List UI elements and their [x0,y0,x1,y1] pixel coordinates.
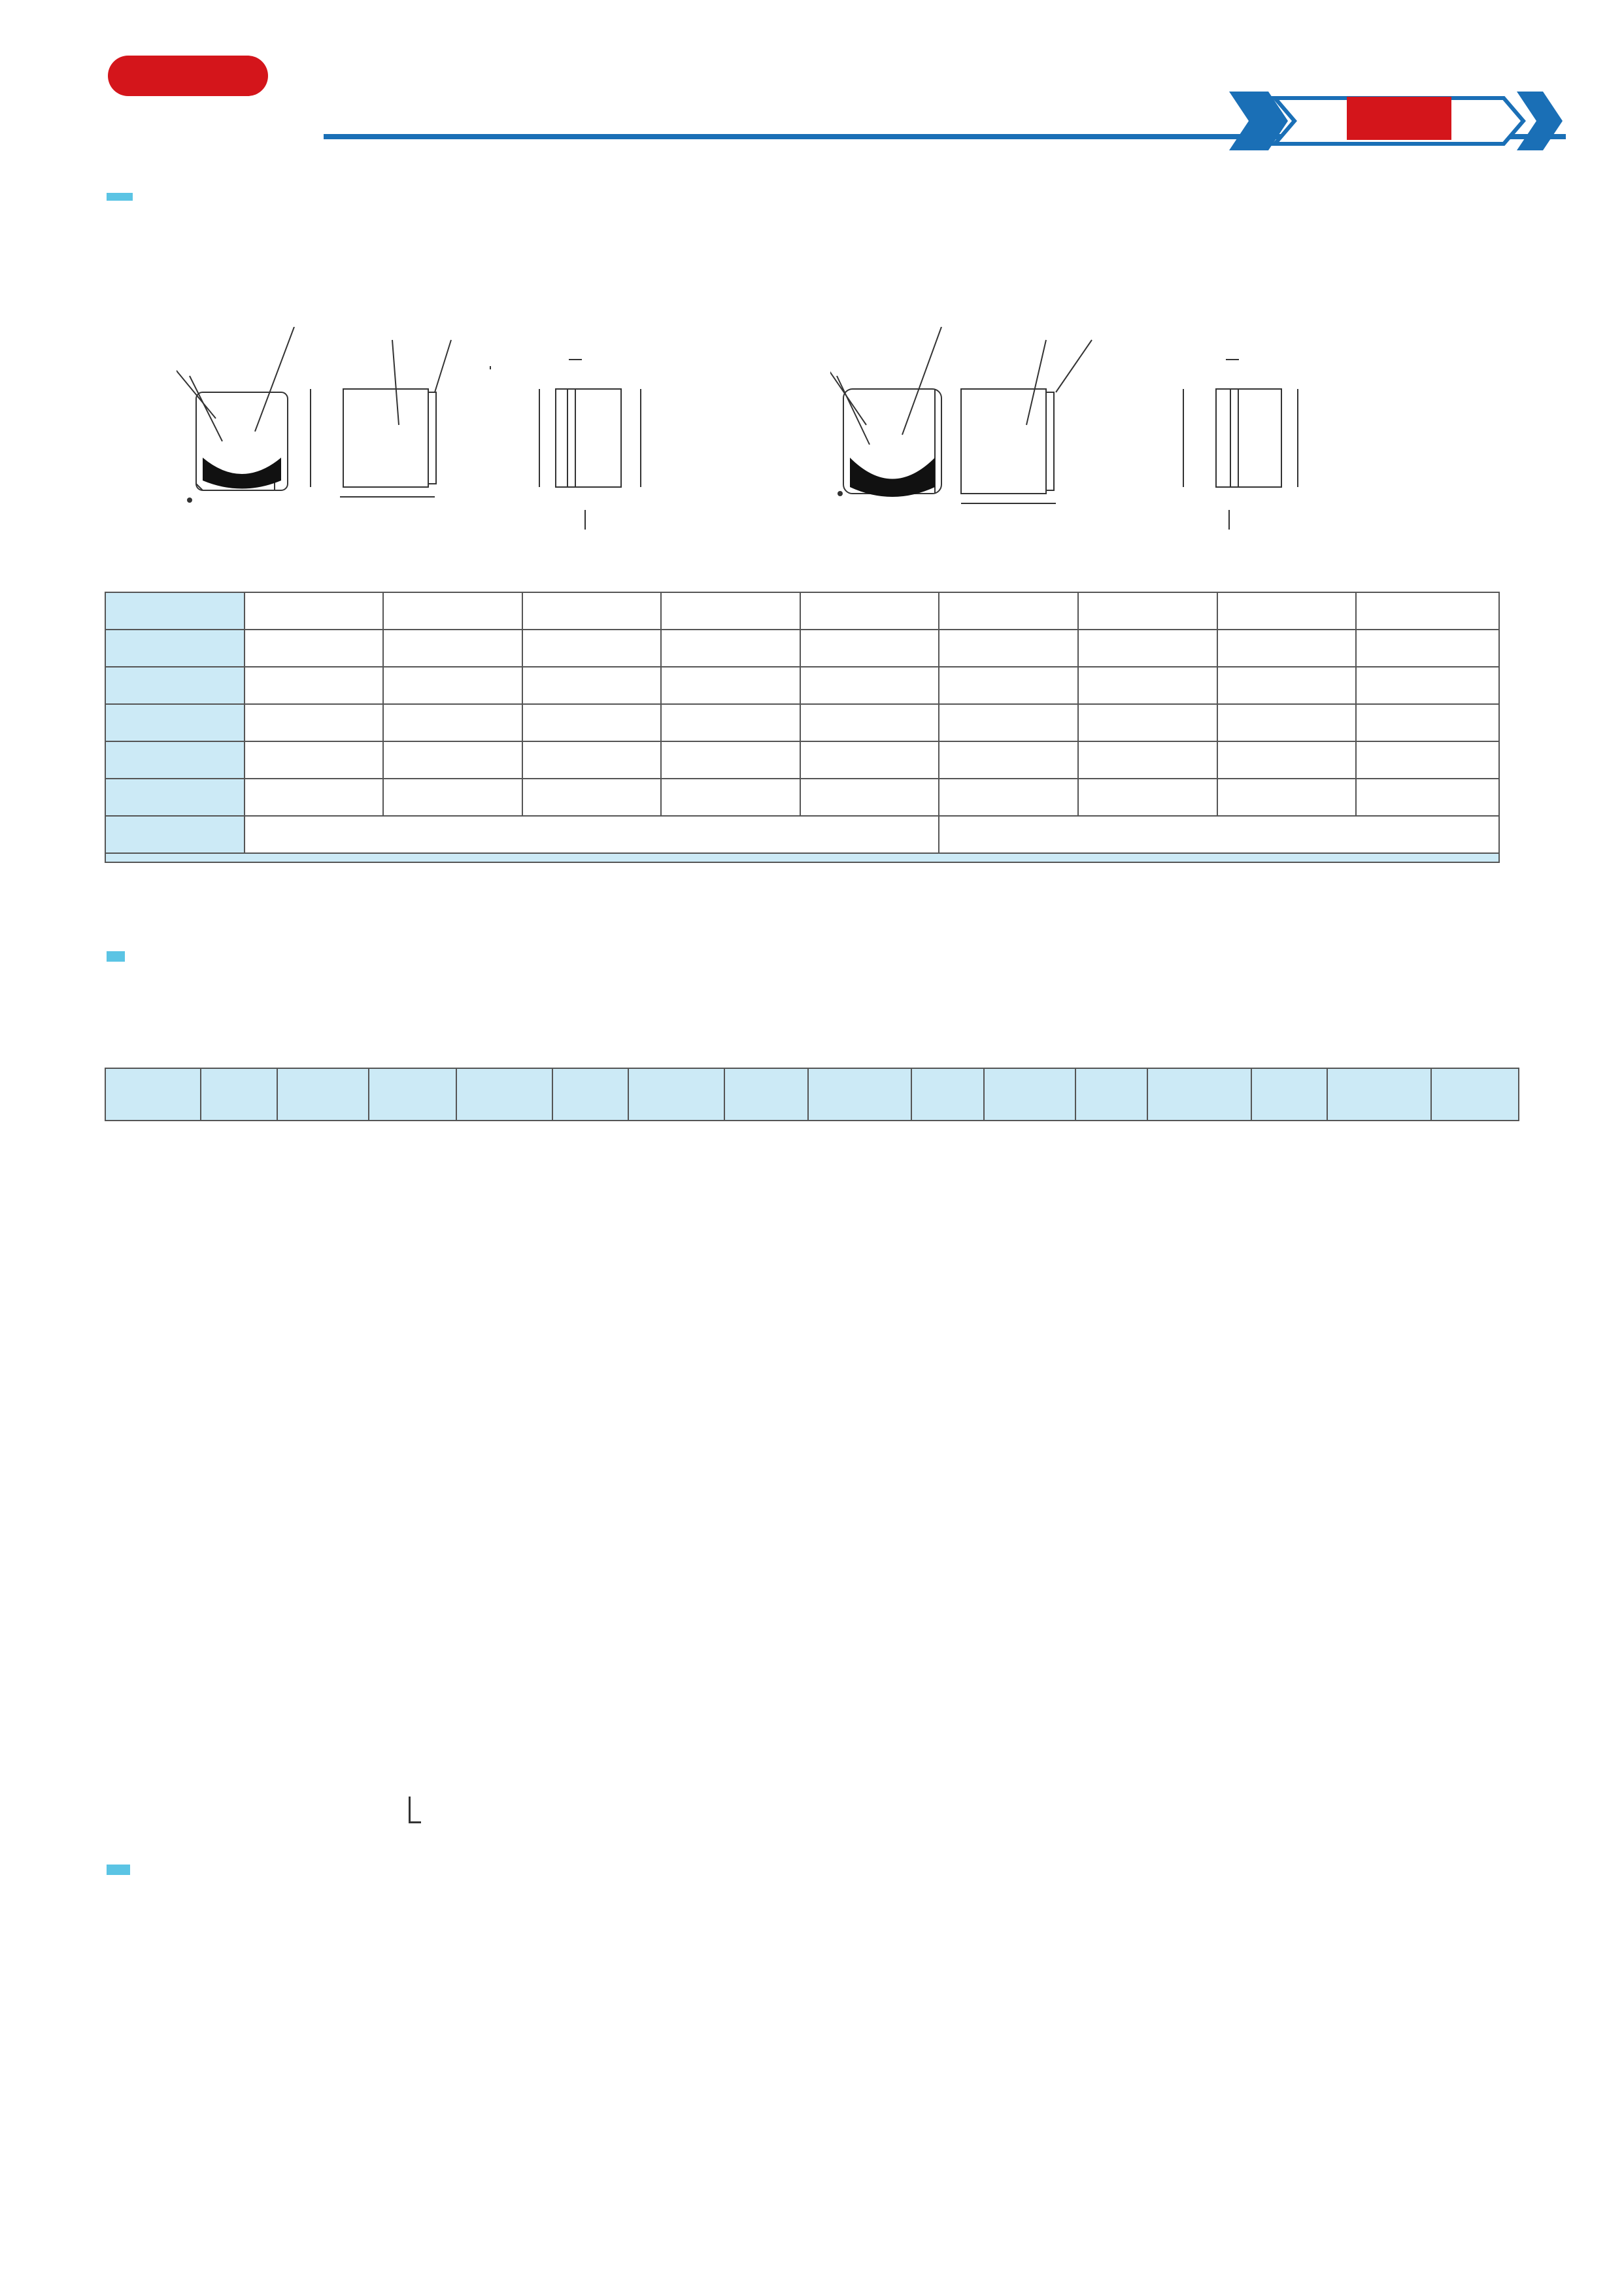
case-size-col [245,592,384,630]
case-cell [522,704,662,741]
case-cell [939,667,1078,704]
case-cell [1078,630,1217,667]
case-cell [661,630,800,667]
footnote-bracket [409,1797,421,1823]
case-cell [1078,779,1217,816]
case-cell [661,779,800,816]
case-size-col [522,592,662,630]
case-cell [522,779,662,816]
case-cell [800,779,939,816]
case-row [105,779,1499,816]
case-cell [245,630,384,667]
cap-section-title [107,951,125,962]
case-cell [661,704,800,741]
case-size-col [383,592,522,630]
case-cell [1217,630,1357,667]
case-cell [245,779,384,816]
case-cell [1217,667,1357,704]
case-cell [661,667,800,704]
case-note [105,853,1499,862]
case-cell [939,630,1078,667]
case-cell [800,630,939,667]
cap-header-wv [456,1068,552,1121]
case-cell [522,630,662,667]
case-cell [383,779,522,816]
case-cell [522,741,662,779]
capacitance-table [105,1068,1519,1121]
case-row [105,741,1499,779]
case-cell [383,704,522,741]
case-header-corner [105,592,245,630]
case-h-small [245,816,939,853]
cap-header-cap [552,1068,628,1121]
logo-text [108,56,268,96]
cap-header-cap [201,1068,277,1121]
cap-header-wv [1147,1068,1251,1121]
case-size-col [1356,592,1499,630]
case-cell [1356,741,1499,779]
case-size-col [1078,592,1217,630]
company-logo [108,56,271,101]
case-size-table [105,592,1500,863]
case-size-col [800,592,939,630]
cap-header-ripple [369,1068,456,1121]
case-diagram-large [830,327,1327,543]
series-badge [1347,97,1451,140]
cap-header-size [984,1068,1075,1121]
case-size-col [661,592,800,630]
cap-header-wv [105,1068,201,1121]
case-diagram-small [177,327,673,543]
case-row-label [105,741,245,779]
case-h-large [939,816,1499,853]
cap-header-size [1327,1068,1430,1121]
case-cell [383,630,522,667]
case-size-col [1217,592,1357,630]
case-header-row [105,592,1499,630]
case-cell [939,741,1078,779]
cap-header-ripple [1431,1068,1519,1121]
case-cell [1078,667,1217,704]
case-row [105,630,1499,667]
case-cell [1078,704,1217,741]
case-row [105,667,1499,704]
case-row-label [105,779,245,816]
case-cell [661,741,800,779]
case-row-label [105,704,245,741]
case-cell [1217,741,1357,779]
case-row-label [105,816,245,853]
case-cell [1356,630,1499,667]
case-cell [245,704,384,741]
case-cell [800,741,939,779]
case-cell [522,667,662,704]
case-cell [939,779,1078,816]
case-cell [1356,779,1499,816]
cap-header-cap [911,1068,983,1121]
cap-header-wv [808,1068,911,1121]
cap-header-size [628,1068,724,1121]
cap-header-size [277,1068,369,1121]
cap-header-cap [1251,1068,1327,1121]
case-cell [245,741,384,779]
case-cell [800,667,939,704]
case-cell [245,667,384,704]
case-section-title [107,193,133,201]
case-size-col [939,592,1078,630]
freq-section-title [107,1865,130,1875]
case-row-h [105,816,1499,853]
case-cell [1078,741,1217,779]
case-row-label [105,667,245,704]
case-cell [800,704,939,741]
cap-header-ripple [1075,1068,1147,1121]
case-row-label [105,630,245,667]
cap-header-ripple [724,1068,808,1121]
case-cell [383,741,522,779]
case-cell [1356,667,1499,704]
case-cell [1217,779,1357,816]
case-cell [1217,704,1357,741]
case-cell [1356,704,1499,741]
case-cell [383,667,522,704]
case-note-row [105,853,1499,862]
case-row [105,704,1499,741]
case-cell [939,704,1078,741]
